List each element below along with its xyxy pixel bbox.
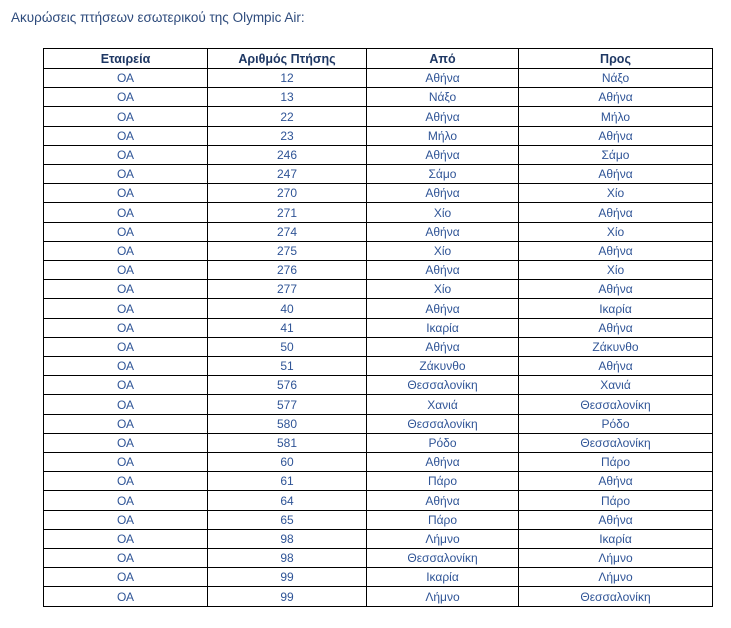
table-cell: Χανιά — [367, 395, 519, 414]
table-cell: Αθήνα — [367, 453, 519, 472]
table-row — [44, 126, 713, 145]
table-cell: 41 — [208, 318, 367, 337]
table-cell: Ικαρία — [367, 568, 519, 587]
table-row — [44, 357, 713, 376]
table-cell: Αθήνα — [367, 337, 519, 356]
table-cell: Χανιά — [519, 376, 713, 395]
table-cell: ΟΑ — [44, 472, 208, 491]
table-cell: Ικαρία — [367, 318, 519, 337]
document-title: Ακυρώσεις πτήσεων εσωτερικού της Olympic Air: — [11, 10, 305, 25]
table-cell: 40 — [208, 299, 367, 318]
table-row — [44, 145, 713, 164]
table-cell: Ικαρία — [519, 529, 713, 548]
table-cell: ΟΑ — [44, 414, 208, 433]
table-row — [44, 414, 713, 433]
table-cell: Χίο — [367, 280, 519, 299]
table-cell: Ρόδο — [519, 414, 713, 433]
table-cell: Αθήνα — [519, 510, 713, 529]
table-cell: Πάρο — [367, 510, 519, 529]
table-cell: ΟΑ — [44, 69, 208, 88]
table-cell: ΟΑ — [44, 433, 208, 452]
table-row — [44, 299, 713, 318]
table-row — [44, 491, 713, 510]
table-cell: Χίο — [519, 261, 713, 280]
flights-table-body — [44, 69, 713, 607]
table-row — [44, 376, 713, 395]
table-cell: Χίο — [519, 222, 713, 241]
table-cell: ΟΑ — [44, 318, 208, 337]
table-cell: ΟΑ — [44, 280, 208, 299]
table-cell: Σάμο — [367, 165, 519, 184]
table-cell: ΟΑ — [44, 376, 208, 395]
table-row — [44, 88, 713, 107]
table-cell: 23 — [208, 126, 367, 145]
table-row — [44, 453, 713, 472]
table-row — [44, 222, 713, 241]
table-cell: Αθήνα — [519, 165, 713, 184]
table-cell: Θεσσαλονίκη — [367, 376, 519, 395]
table-cell: 271 — [208, 203, 367, 222]
table-cell: 580 — [208, 414, 367, 433]
table-cell: Ικαρία — [519, 299, 713, 318]
table-cell: Θεσσαλονίκη — [519, 395, 713, 414]
table-cell: ΟΑ — [44, 145, 208, 164]
table-cell: Θεσσαλονίκη — [367, 414, 519, 433]
table-cell: Λήμνο — [519, 549, 713, 568]
table-row — [44, 587, 713, 607]
table-cell: ΟΑ — [44, 529, 208, 548]
table-cell: Αθήνα — [519, 357, 713, 376]
table-cell: ΟΑ — [44, 337, 208, 356]
flights-table — [43, 48, 713, 607]
table-cell: ΟΑ — [44, 222, 208, 241]
table-cell: Λήμνο — [367, 529, 519, 548]
table-row — [44, 107, 713, 126]
table-cell: Σάμο — [519, 145, 713, 164]
table-cell: ΟΑ — [44, 107, 208, 126]
table-row — [44, 280, 713, 299]
table-cell: Χίο — [367, 241, 519, 260]
table-header-row — [44, 49, 713, 69]
table-cell: Λήμνο — [519, 568, 713, 587]
table-cell: 64 — [208, 491, 367, 510]
table-cell: Αθήνα — [367, 107, 519, 126]
table-cell: Αθήνα — [367, 184, 519, 203]
table-cell: ΟΑ — [44, 241, 208, 260]
table-cell: ΟΑ — [44, 184, 208, 203]
table-cell: Αθήνα — [519, 241, 713, 260]
table-row — [44, 337, 713, 356]
table-cell: Ζάκυνθο — [519, 337, 713, 356]
table-cell: Αθήνα — [367, 299, 519, 318]
table-cell: ΟΑ — [44, 510, 208, 529]
table-row — [44, 184, 713, 203]
table-cell: 576 — [208, 376, 367, 395]
table-row — [44, 549, 713, 568]
table-cell: Θεσσαλονίκη — [519, 587, 713, 607]
table-cell: Αθήνα — [519, 203, 713, 222]
table-cell: Αθήνα — [367, 491, 519, 510]
table-cell: Αθήνα — [367, 145, 519, 164]
table-cell: Πάρο — [519, 491, 713, 510]
table-cell: 13 — [208, 88, 367, 107]
table-cell: Χίο — [519, 184, 713, 203]
table-cell: 61 — [208, 472, 367, 491]
table-row — [44, 165, 713, 184]
table-cell: 274 — [208, 222, 367, 241]
table-row — [44, 433, 713, 452]
table-row — [44, 203, 713, 222]
table-cell: Αθήνα — [367, 222, 519, 241]
header-cell-to: Προς — [519, 49, 713, 69]
table-cell: ΟΑ — [44, 549, 208, 568]
table-cell: ΟΑ — [44, 453, 208, 472]
table-cell: 50 — [208, 337, 367, 356]
table-cell: Μήλο — [367, 126, 519, 145]
table-cell: 12 — [208, 69, 367, 88]
table-cell: Λήμνο — [367, 587, 519, 607]
table-cell: Ρόδο — [367, 433, 519, 452]
table-cell: ΟΑ — [44, 88, 208, 107]
table-cell: ΟΑ — [44, 203, 208, 222]
table-row — [44, 510, 713, 529]
table-row — [44, 241, 713, 260]
table-cell: ΟΑ — [44, 165, 208, 184]
table-cell: Αθήνα — [519, 472, 713, 491]
table-row — [44, 318, 713, 337]
table-cell: Ζάκυνθο — [367, 357, 519, 376]
table-cell: Νάξο — [519, 69, 713, 88]
table-cell: 98 — [208, 529, 367, 548]
table-cell: 276 — [208, 261, 367, 280]
table-cell: ΟΑ — [44, 299, 208, 318]
table-cell: Αθήνα — [367, 261, 519, 280]
header-cell-from: Από — [367, 49, 519, 69]
table-cell: Αθήνα — [519, 318, 713, 337]
table-cell: Αθήνα — [519, 126, 713, 145]
table-cell: ΟΑ — [44, 357, 208, 376]
table-row — [44, 529, 713, 548]
table-cell: 22 — [208, 107, 367, 126]
table-cell: 51 — [208, 357, 367, 376]
table-cell: 98 — [208, 549, 367, 568]
table-cell: Θεσσαλονίκη — [519, 433, 713, 452]
table-cell: 60 — [208, 453, 367, 472]
table-cell: Πάρο — [519, 453, 713, 472]
table-cell: 65 — [208, 510, 367, 529]
table-cell: Μήλο — [519, 107, 713, 126]
table-cell: 270 — [208, 184, 367, 203]
table-cell: ΟΑ — [44, 491, 208, 510]
table-cell: Αθήνα — [519, 88, 713, 107]
table-cell: 577 — [208, 395, 367, 414]
table-cell: Χίο — [367, 203, 519, 222]
table-cell: Αθήνα — [519, 280, 713, 299]
table-row — [44, 261, 713, 280]
table-cell: ΟΑ — [44, 261, 208, 280]
table-cell: ΟΑ — [44, 587, 208, 607]
table-row — [44, 395, 713, 414]
table-cell: 275 — [208, 241, 367, 260]
header-cell-company: Εταιρεία — [44, 49, 208, 69]
table-cell: 246 — [208, 145, 367, 164]
table-cell: Αθήνα — [367, 69, 519, 88]
table-cell: ΟΑ — [44, 568, 208, 587]
table-cell: 99 — [208, 587, 367, 607]
table-cell: ΟΑ — [44, 126, 208, 145]
table-cell: Πάρο — [367, 472, 519, 491]
table-cell: 247 — [208, 165, 367, 184]
table-row — [44, 472, 713, 491]
table-cell: 581 — [208, 433, 367, 452]
table-cell: Νάξο — [367, 88, 519, 107]
table-cell: 99 — [208, 568, 367, 587]
table-cell: Θεσσαλονίκη — [367, 549, 519, 568]
table-row — [44, 568, 713, 587]
table-row — [44, 69, 713, 88]
table-cell: 277 — [208, 280, 367, 299]
header-cell-flight-number: Αριθμός Πτήσης — [208, 49, 367, 69]
table-cell: ΟΑ — [44, 395, 208, 414]
